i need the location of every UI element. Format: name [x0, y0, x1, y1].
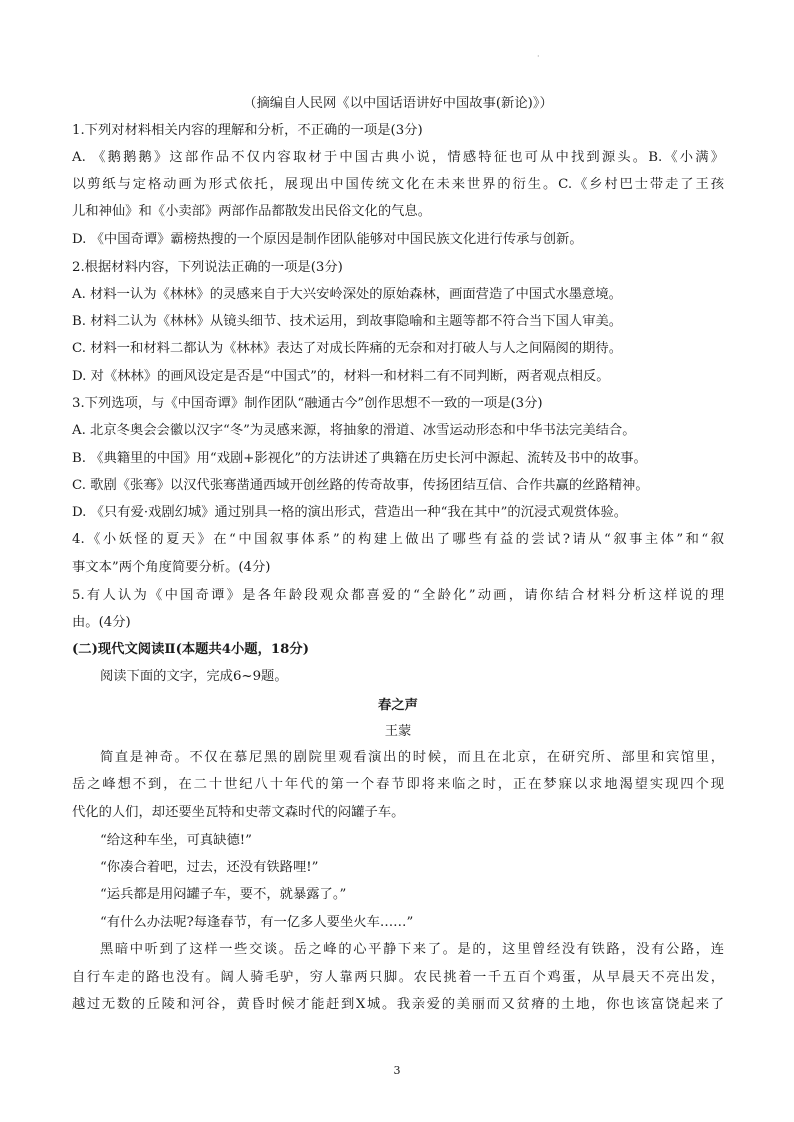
- dialogue-line-3: “运兵都是用闷罐子车，要不，就暴露了。”: [100, 887, 347, 902]
- q2-option-b: B. 材料二认为《林林》从镜头细节、技术运用，到故事隐喻和主题等都不符合当下国人审美。: [72, 314, 623, 329]
- q2-option-a: A. 材料一认为《林林》的灵感来自于大兴安岭深处的原始森林，画面营造了中国式水墨意境。: [72, 287, 622, 302]
- paragraph-1-line-3: 代化的人们，却还要坐瓦特和史蒂文森时代的闷罐子车。: [72, 805, 405, 820]
- story-title: 春之声: [378, 698, 418, 713]
- q2-option-c: C. 材料一和材料二都认为《林林》表达了对成长阵痛的无奈和对打破人与人之间隔阂的期待。: [72, 341, 623, 356]
- q3-option-c: C. 歌剧《张骞》以汉代张骞凿通西域开创丝路的传奇故事，传扬团结互信、合作共赢的丝路精神。: [72, 478, 649, 493]
- q4-line-2: 事文本”两个角度简要分析。(4分): [72, 560, 271, 575]
- q2-stem: 2.根据材料内容，下列说法正确的一项是(3分): [72, 260, 343, 275]
- q3-option-b: B. 《典籍里的中国》用“戏剧+影视化”的方法讲述了典籍在历史长河中源起、流转及书中的故事。: [72, 451, 647, 466]
- source-citation: （摘编自人民网《以中国话语讲好中国故事(新论)》）: [243, 96, 553, 111]
- dialogue-line-1: “给这种车坐，可真缺德!”: [100, 833, 252, 848]
- dialogue-line-2: “你凑合着吧，过去，还没有铁路哩!”: [100, 860, 319, 875]
- q3-option-a: A. 北京冬奥会会徽以汉字“冬”为灵感来源，将抽象的滑道、冰雪运动形态和中华书法完美结合。: [72, 423, 636, 438]
- q1-stem: 1.下列对材料相关内容的理解和分析，不正确的一项是(3分): [72, 123, 423, 138]
- paragraph-1-line-1: 简直是神奇。不仅在慕尼黑的剧院里观看演出的时候，而且在北京，在研究所、部里和宾馆里，: [100, 750, 724, 765]
- paragraph-2-line-1: 黑暗中听到了这样一些交谈。岳之峰的心平静下来了。是的，这里曾经没有铁路，没有公路，连: [100, 942, 724, 957]
- q1-options-line-3: 儿和神仙》和《小卖部》两部作品都散发出民俗文化的气息。: [72, 204, 432, 219]
- q3-option-d: D. 《只有爱·戏剧幻城》通过别具一格的演出形式，营造出一种“我在其中”的沉浸式观赏体验。: [72, 505, 628, 520]
- q1-option-d: D. 《中国奇谭》霸榜热搜的一个原因是制作团队能够对中国民族文化进行传承与创新。: [72, 232, 583, 247]
- paragraph-2-line-3: 越过无数的丘陵和河谷，黄昏时候才能赶到X城。我亲爱的美丽而又贫瘠的土地，你也该富饶起来了: [72, 997, 724, 1012]
- paragraph-1-line-2: 岳之峰想不到，在二十世纪八十年代的第一个春节即将来临之时，正在梦寐以求地渴望实现四个现: [72, 777, 724, 792]
- q3-stem: 3.下列选项，与《中国奇谭》制作团队“融通古今”创作思想不一致的一项是(3分): [72, 396, 543, 411]
- section-heading: (二)现代文阅读Ⅱ(本题共4小题，18分): [72, 642, 309, 657]
- header-dot: ·: [537, 52, 540, 61]
- dialogue-line-4: “有什么办法呢?每逢春节，有一亿多人要坐火车……”: [100, 915, 414, 930]
- paragraph-2-line-2: 自行车走的路也没有。阔人骑毛驴，穷人靠两只脚。农民挑着一千五百个鸡蛋，从早晨天不亮出发，: [72, 970, 724, 985]
- q5-line-1: 5.有人认为《中国奇谭》是各年龄段观众都喜爱的“全龄化”动画，请你结合材料分析这样说的理: [72, 588, 724, 603]
- q1-options-line-1: A. 《鹅鹅鹅》这部作品不仅内容取材于中国古典小说，情感特征也可从中找到源头。B.《小满》: [72, 150, 724, 165]
- q2-option-d: D. 对《林林》的画风设定是否是“中国式”的，材料一和材料二有不同判断，两者观点相反。: [72, 369, 610, 384]
- q4-line-1: 4.《小妖怪的夏天》在“中国叙事体系”的构建上做出了哪些有益的尝试?请从“叙事主体”和“叙: [72, 532, 724, 547]
- page-number: 3: [393, 1064, 401, 1077]
- reading-instruction: 阅读下面的文字，完成6~9题。: [100, 669, 288, 684]
- q1-options-line-2: 以剪纸与定格动画为形式依托，展现出中国传统文化在未来世界的衍生。C.《乡村巴士带走了王孩: [72, 177, 724, 192]
- q5-line-2: 由。(4分): [72, 615, 131, 630]
- story-author: 王蒙: [384, 724, 412, 739]
